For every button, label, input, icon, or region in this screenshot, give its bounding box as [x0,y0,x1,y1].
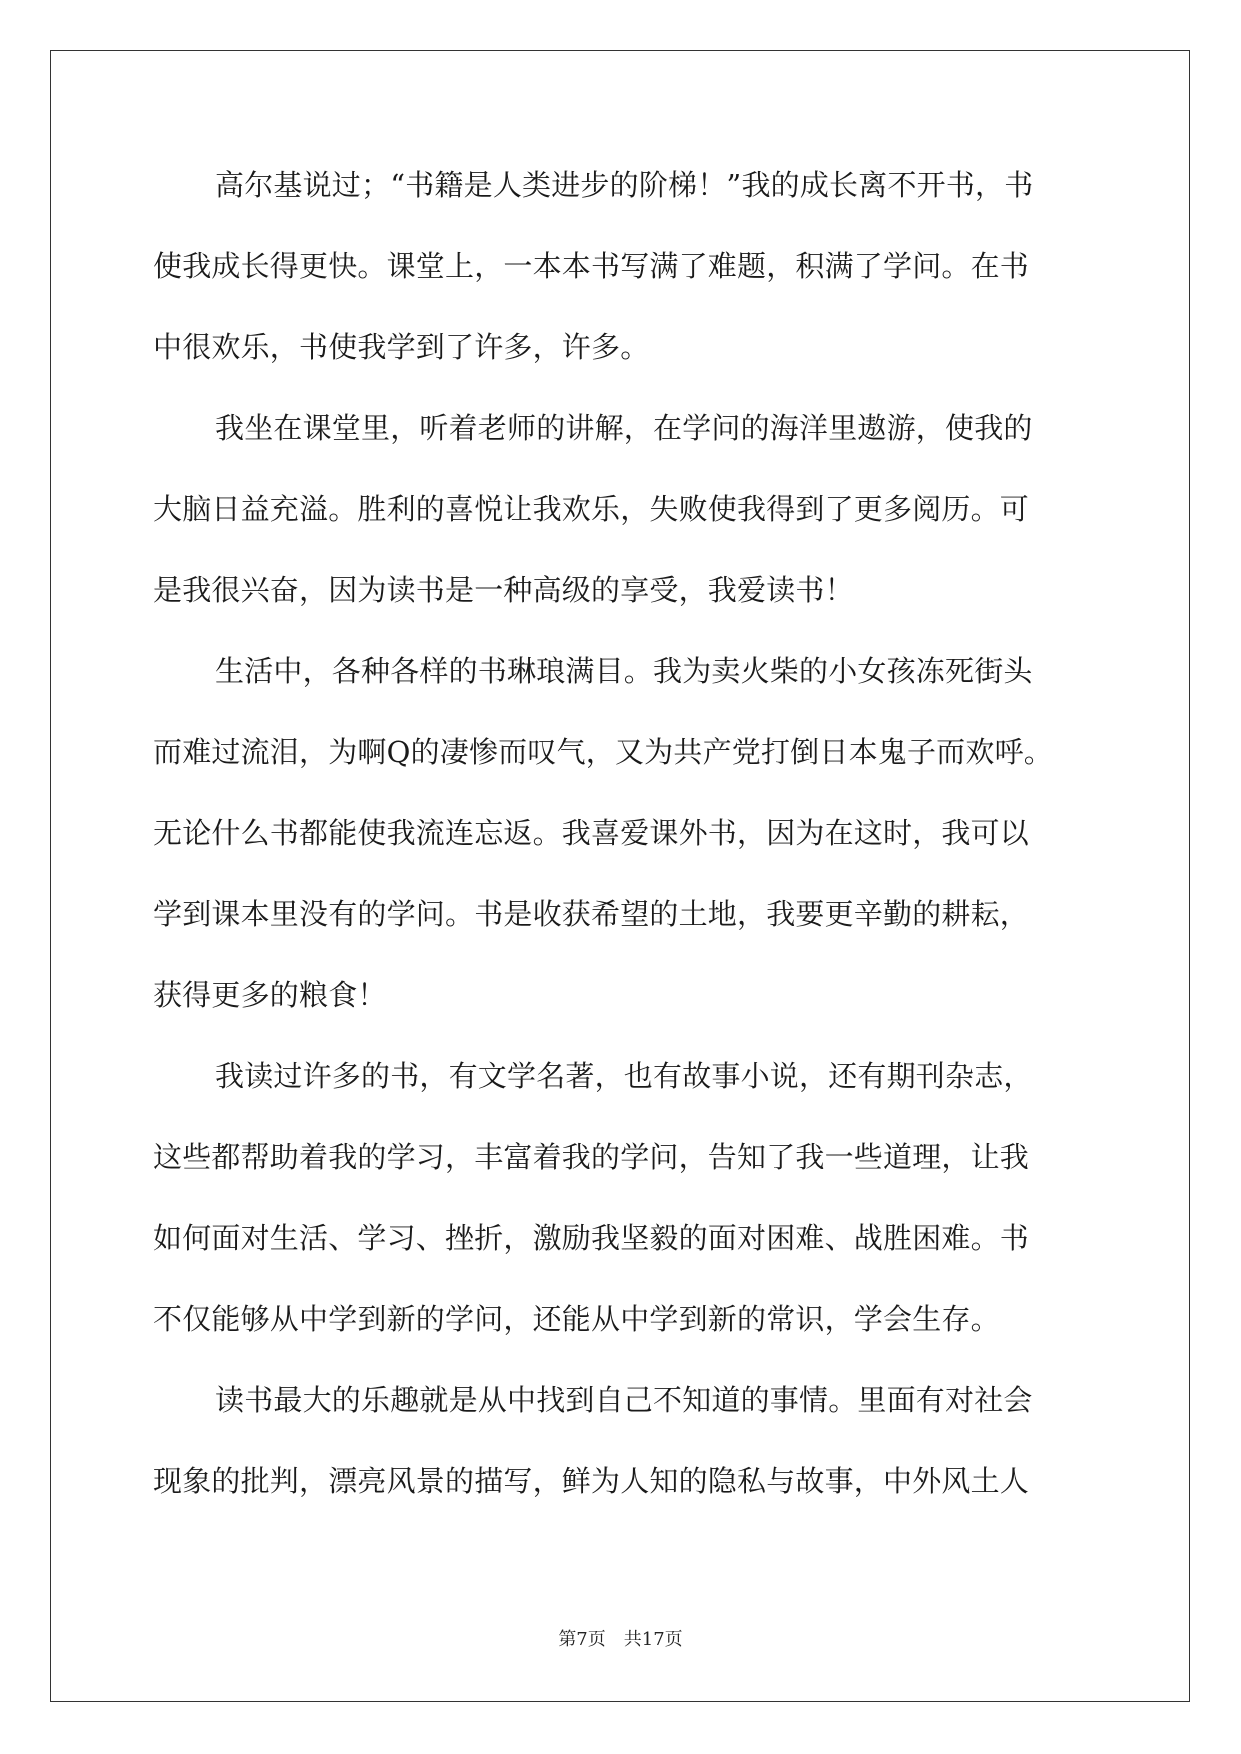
text-line: 是我很兴奋，因为读书是一种高级的享受，我爱读书！ [153,573,854,607]
text-line: 我坐在课堂里，听着老师的讲解，在学问的海洋里遨游，使我的 [215,411,1033,445]
text-line: 使我成长得更快。课堂上，一本本书写满了难题，积满了学问。在书 [153,249,1030,283]
text-line: 我读过许多的书，有文学名著，也有故事小说，还有期刊杂志， [215,1059,1033,1093]
text-line: 这些都帮助着我的学习，丰富着我的学问，告知了我一些道理，让我 [153,1140,1030,1174]
page-total: 共17页 [623,1629,683,1650]
paragraph-2 [153,405,1093,648]
paragraph-4 [153,1053,1093,1377]
paragraph-1 [153,162,1093,405]
text-line: 不仅能够从中学到新的学问，还能从中学到新的常识，学会生存。 [153,1302,1000,1336]
paragraph-3 [153,648,1093,1053]
text-line: 学到课本里没有的学问。书是收获希望的土地，我要更辛勤的耕耘， [153,897,1030,931]
text-line: 如何面对生活、学习、挫折，激励我坚毅的面对困难、战胜困难。书 [153,1221,1030,1255]
paragraph-5 [153,1377,1093,1539]
text-line: 而难过流泪，为啊Q的凄惨而叹气，又为共产党打倒日本鬼子而欢呼。 [153,735,1053,769]
document-body [153,162,1093,1539]
text-line: 中很欢乐，书使我学到了许多，许多。 [153,330,650,364]
text-line: 现象的批判，漂亮风景的描写，鲜为人知的隐私与故事，中外风土人 [153,1464,1030,1498]
page-number: 第7页 [558,1629,606,1650]
text-line: 读书最大的乐趣就是从中找到自己不知道的事情。里面有对社会 [215,1383,1033,1417]
text-line: 高尔基说过；“书籍是人类进步的阶梯！”我的成长离不开书，书 [215,168,1034,202]
text-line: 无论什么书都能使我流连忘返。我喜爱课外书，因为在这时，我可以 [153,816,1030,850]
text-line: 获得更多的粮食！ [153,978,387,1012]
text-line: 大脑日益充溢。胜利的喜悦让我欢乐，失败使我得到了更多阅历。可 [153,492,1030,526]
page-footer [0,1625,1241,1651]
text-line: 生活中，各种各样的书琳琅满目。我为卖火柴的小女孩冻死街头 [215,654,1033,688]
